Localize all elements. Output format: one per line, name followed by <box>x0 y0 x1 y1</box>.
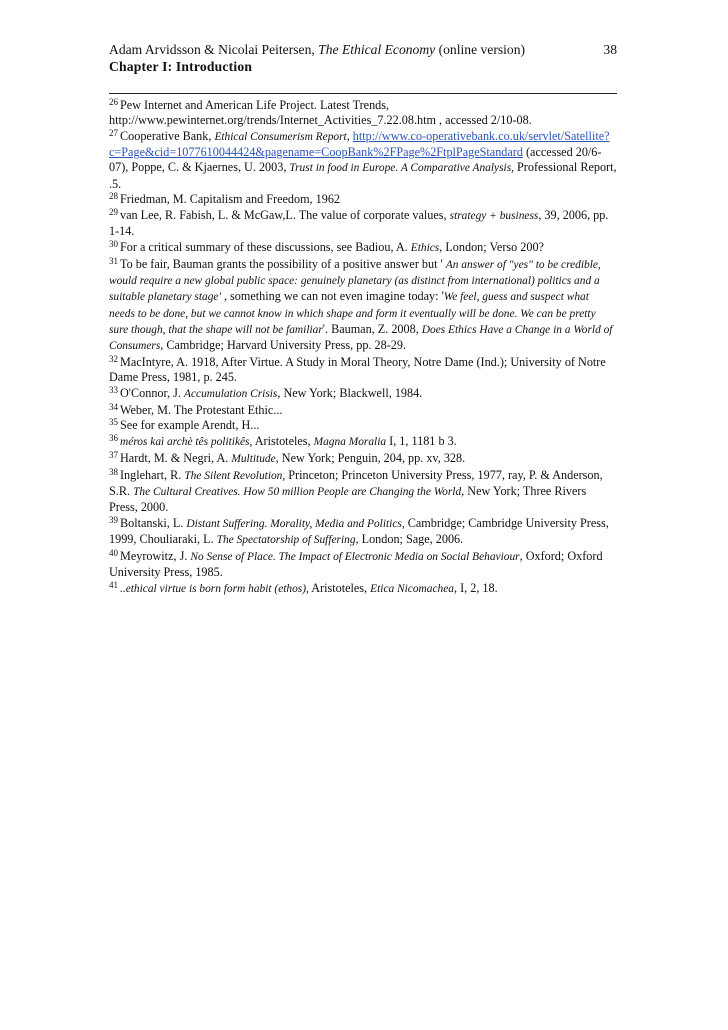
footnote-text: Cambridge; Cambridge University Press, 1999, Chouliaraki, L. <box>109 516 609 547</box>
footnote-number: 39 <box>109 515 118 525</box>
footnote-number: 32 <box>109 353 118 364</box>
footnote-text: , Cambridge; Harvard University Press, pp. 28-29. <box>160 338 407 353</box>
footnote <box>109 468 617 516</box>
footnote-text: Meyrowitz, J. <box>120 549 191 563</box>
footnote-italic-text: An answer of "yes" to be credible, would require a new global public space: genuinely planetary (as distinct from international) politics and a suitable planetary stage' <box>109 259 601 304</box>
footnote-text: Hardt, M. & Negri, A. <box>120 451 232 465</box>
footnote-italic-text: Trust in food in Europe. A Comparative Analysis, <box>289 162 514 175</box>
footnote-text: Inglehart, R. <box>120 467 185 482</box>
footnote-text: Cooperative Bank, <box>120 129 215 143</box>
footnote <box>109 257 617 354</box>
footnote-text: Friedman, M. Capitalism and Freedom, 1962 <box>120 192 341 207</box>
footnote-number: 31 <box>109 256 118 266</box>
footnote <box>109 451 617 467</box>
footnote-text: MacIntyre, A. 1918, After Virtue. A Study in Moral Theory, Notre Dame (Ind.); University of Notre Dame Press, 1981, p. 245. <box>109 354 606 385</box>
footnote-text: To be fair, Bauman grants the possibility of a positive answer but ' <box>120 257 446 271</box>
chapter-title: Chapter I: Introduction <box>109 59 253 74</box>
running-head-authors: Adam Arvidsson & Nicolai Peitersen, <box>109 42 319 57</box>
footnote-text: , London; Verso 200? <box>439 240 544 255</box>
running-head-book-title: The Ethical Economy <box>318 42 436 57</box>
footnote <box>109 418 617 433</box>
footnote <box>109 581 617 597</box>
footnote-text: , 39, 2006, pp. 1-14. <box>109 208 609 239</box>
footnote-text: Boltanski, L. <box>120 516 187 530</box>
footnote-italic-text: ..ethical virtue is born form habit (ethos), <box>120 583 309 595</box>
footnote-link[interactable]: http://www.co-operativebank.co.uk/servlet/Satellite?c=Page&cid=1077610044424&pagename=CoopBank%2FPage%2FtplPageStandard <box>109 129 610 160</box>
footnote-number: 35 <box>109 417 118 428</box>
footnote-list <box>109 98 617 597</box>
footnote-italic-text: Ethics <box>410 242 440 255</box>
footnote-number: 40 <box>109 548 118 558</box>
footnote <box>109 386 617 402</box>
footnote-text: van Lee, R. Fabish, L. & McGaw,L. The value of corporate values, <box>120 208 450 223</box>
footnote-text: Aristoteles, <box>252 434 314 449</box>
footnote-text: Princeton; Princeton University Press, 1977, ray, P. & Anderson, S.R. <box>109 467 603 498</box>
footnote-number: 38 <box>109 466 118 477</box>
footnote-number: 33 <box>109 384 118 395</box>
footnote <box>109 403 617 418</box>
footnote <box>109 549 617 580</box>
running-head <box>109 41 617 58</box>
footnote-number: 27 <box>109 128 118 138</box>
footnote-text: , I, 2, 18. <box>453 581 498 595</box>
footnote-number: 29 <box>109 207 118 218</box>
footnote-text: (accessed 20/6-07), Poppe, C. & Kjaernes, U. 2003, <box>109 145 602 175</box>
footnote-number: 36 <box>109 433 118 444</box>
footnote-number: 28 <box>109 191 118 202</box>
footnote-italic-text: The Silent Revolution, <box>184 469 286 482</box>
footnote <box>109 355 617 385</box>
footnote <box>109 192 617 207</box>
footnote-italic-text: Multitude <box>231 453 276 465</box>
footnote-italic-text: Does Ethics Have a Change in a World of Consumers <box>109 323 613 353</box>
footnote-text: , <box>346 129 353 143</box>
footnote <box>109 240 617 256</box>
footnote-italic-text: We feel, guess and suspect what needs to be done, but we cannot know in which shape and form it eventually will be done. We can be pretty sure though, that the shape will not be familiar <box>109 291 596 336</box>
footnote-italic-text: strategy + business <box>449 210 539 223</box>
document-page <box>109 41 617 598</box>
footnote-text: For a critical summary of these discussions, see Badiou, A. <box>120 240 411 255</box>
footnote <box>109 208 617 239</box>
footnote <box>109 129 617 192</box>
footnote-text: I, 1, 1181 b 3. <box>386 434 457 449</box>
footnote <box>109 98 617 128</box>
footnote-text: , New York; Blackwell, 1984. <box>277 385 423 400</box>
footnote-text: Weber, M. The Protestant Ethic... <box>120 402 283 417</box>
footnote-text: , something we can not even imagine today: ' <box>220 289 444 304</box>
footnote-text: O'Connor, J. <box>120 385 185 400</box>
footnote-text: , New York; Penguin, 204, pp. xv, 328. <box>275 451 466 465</box>
footnote-number: 41 <box>109 580 118 590</box>
footnote-text: Professional Report, .5. <box>109 160 617 191</box>
footnote-italic-text: Etica Nicomachea <box>370 583 454 595</box>
footnote-text: , New York; Three Rivers Press, 2000. <box>109 484 587 515</box>
footnote-text: '. Bauman, Z. 2008, <box>322 321 422 336</box>
footnote-number: 34 <box>109 401 118 412</box>
footnote-italic-text: The Spectatorship of Suffering <box>216 534 356 547</box>
footnote-italic-text: No Sense of Place. The Impact of Electronic Media on Social Behaviour <box>190 551 520 563</box>
footnote-italic-text: The Cultural Creatives. How 50 million People are Changing the World <box>133 486 462 498</box>
footnote-italic-text: Accumulation Crisis <box>184 387 278 400</box>
footnote-number: 37 <box>109 450 118 460</box>
footnote-text: Pew Internet and American Life Project. Latest Trends, http://www.pewinternet.org/trends/Internet_Activities_7.22.08.htm , accessed 2/10-08. <box>109 98 532 128</box>
footnote-number: 26 <box>109 97 118 107</box>
footnote-italic-text: méros kaì archè tês politikês, <box>120 436 253 449</box>
footnote-italic-text: Distant Suffering. Morality, Media and Politics, <box>186 518 405 530</box>
footnote-italic-text: Ethical Consumerism Report <box>214 131 347 143</box>
footnote-text: , London; Sage, 2006. <box>355 532 464 547</box>
footnote-italic-text: Magna Moralia <box>313 436 387 449</box>
footnote-number: 30 <box>109 239 118 250</box>
footnote-text: , Oxford; Oxford University Press, 1985. <box>109 549 603 580</box>
footnote-text: Aristoteles, <box>308 581 371 595</box>
page-number: 38 <box>603 42 617 57</box>
footnote <box>109 516 617 548</box>
footnote <box>109 434 617 450</box>
footnote-text: See for example Arendt, H... <box>120 418 260 433</box>
running-head-edition: (online version) <box>435 42 526 57</box>
footnote-separator <box>109 93 617 94</box>
